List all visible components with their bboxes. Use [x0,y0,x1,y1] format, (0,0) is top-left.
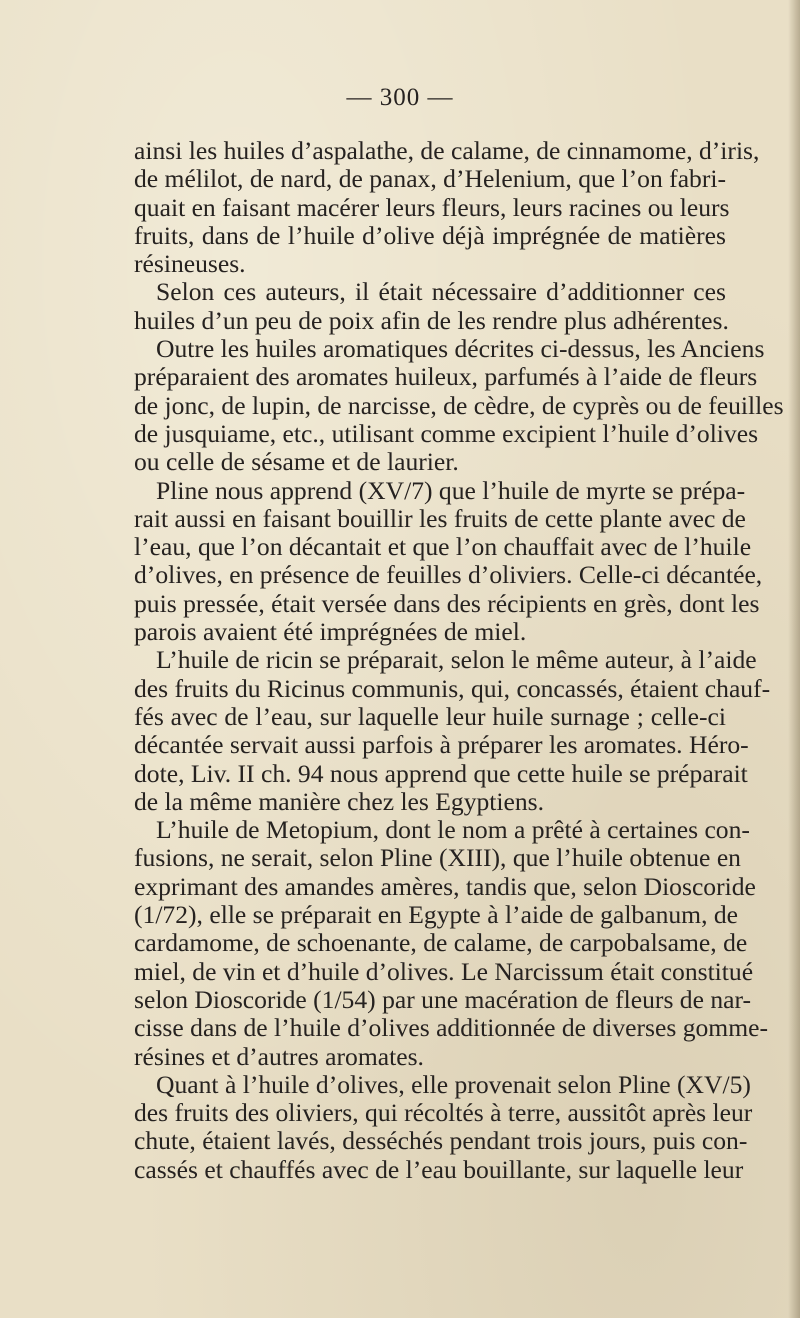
text-line: dote, Liv. II ch. 94 nous apprend que cette huile se préparait [134,758,748,788]
text-line: fusions, ne serait, selon Pline (XIII), que l’huile obtenue en [134,843,741,873]
text-line: cardamome, de schoenante, de calame, de carpobalsame, de [134,928,748,958]
text-line: L’huile de Metopium, dont le nom a prêté à certaines con- [156,815,750,845]
text-line: des fruits des oliviers, qui récoltés à terre, aussitôt après leur [134,1098,753,1128]
text-line: chute, étaient lavés, desséchés pendant trois jours, puis con- [134,1126,748,1156]
text-line: fés avec de l’eau, sur laquelle leur huile surnage ; celle-ci [134,701,726,731]
text-line: selon Dioscoride (1/54) par une macération de fleurs de nar- [134,984,752,1014]
text-line: de mélilot, de nard, de panax, d’Helenium, que l’on fabri- [134,164,727,194]
text-line: Selon ces auteurs, il était nécessaire d’additionner ces [156,277,726,307]
text-line: huiles d’un peu de poix afin de les rendre plus adhérentes. [134,305,729,335]
page-number: — 300 — [346,84,454,111]
text-line: L’huile de ricin se préparait, selon le même auteur, à l’aide [156,645,757,675]
text-line: l’eau, que l’on décantait et que l’on chauffait avec de l’huile [134,532,752,562]
text-line: Quant à l’huile d’olives, elle provenait selon Pline (XV/5) [156,1069,751,1099]
text-line: ou celle de sésame et de laurier. [134,447,459,477]
text-line: de jonc, de lupin, de narcisse, de cèdre, de cyprès ou de feuilles [134,390,784,420]
text-line: exprimant des amandes amères, tandis que, selon Dioscoride [134,871,756,901]
text-line: miel, de vin et d’huile d’olives. Le Narcissum était constitué [134,956,754,986]
text-line: fruits, dans de l’huile d’olive déjà imprégnée de matières [134,220,726,250]
text-line: Outre les huiles aromatiques décrites ci-dessus, les Anciens [156,334,765,364]
text-line: Pline nous apprend (XV/7) que l’huile de myrte se prépa- [156,475,746,505]
text-line: quait en faisant macérer leurs fleurs, leurs racines ou leurs [134,192,730,222]
text-line: préparaient des aromates huileux, parfumés à l’aide de fleurs [134,362,758,392]
text-line: cisse dans de l’huile d’olives additionnée de diverses gomme- [134,1013,768,1043]
text-line: (1/72), elle se préparait en Egypte à l’aide de galbanum, de [134,900,739,930]
text-line: rait aussi en faisant bouillir les fruits de cette plante avec de [134,503,746,533]
text-line: décantée servait aussi parfois à préparer les aromates. Héro- [134,730,749,760]
text-line: puis pressée, était versée dans des récipients en grès, dont les [134,588,760,618]
text-line: de jusquiame, etc., utilisant comme excipient l’huile d’olives [134,418,759,448]
text-line: cassés et chauffés avec de l’eau bouillante, sur laquelle leur [134,1154,744,1184]
text-line: ainsi les huiles d’aspalathe, de calame, de cinnamome, d’iris, [134,136,760,165]
text-line: résineuses. [134,249,246,279]
page-edge-shadow [788,0,800,1318]
text-line: de la même manière chez les Egyptiens. [134,786,545,816]
text-line: parois avaient été imprégnées de miel. [134,617,527,647]
text-line: résines et d’autres aromates. [134,1041,424,1071]
text-line: des fruits du Ricinus communis, qui, concassés, étaient chauf- [134,673,771,703]
text-line: d’olives, en présence de feuilles d’oliviers. Celle-ci décantée, [134,560,763,590]
body-text [134,136,784,1184]
